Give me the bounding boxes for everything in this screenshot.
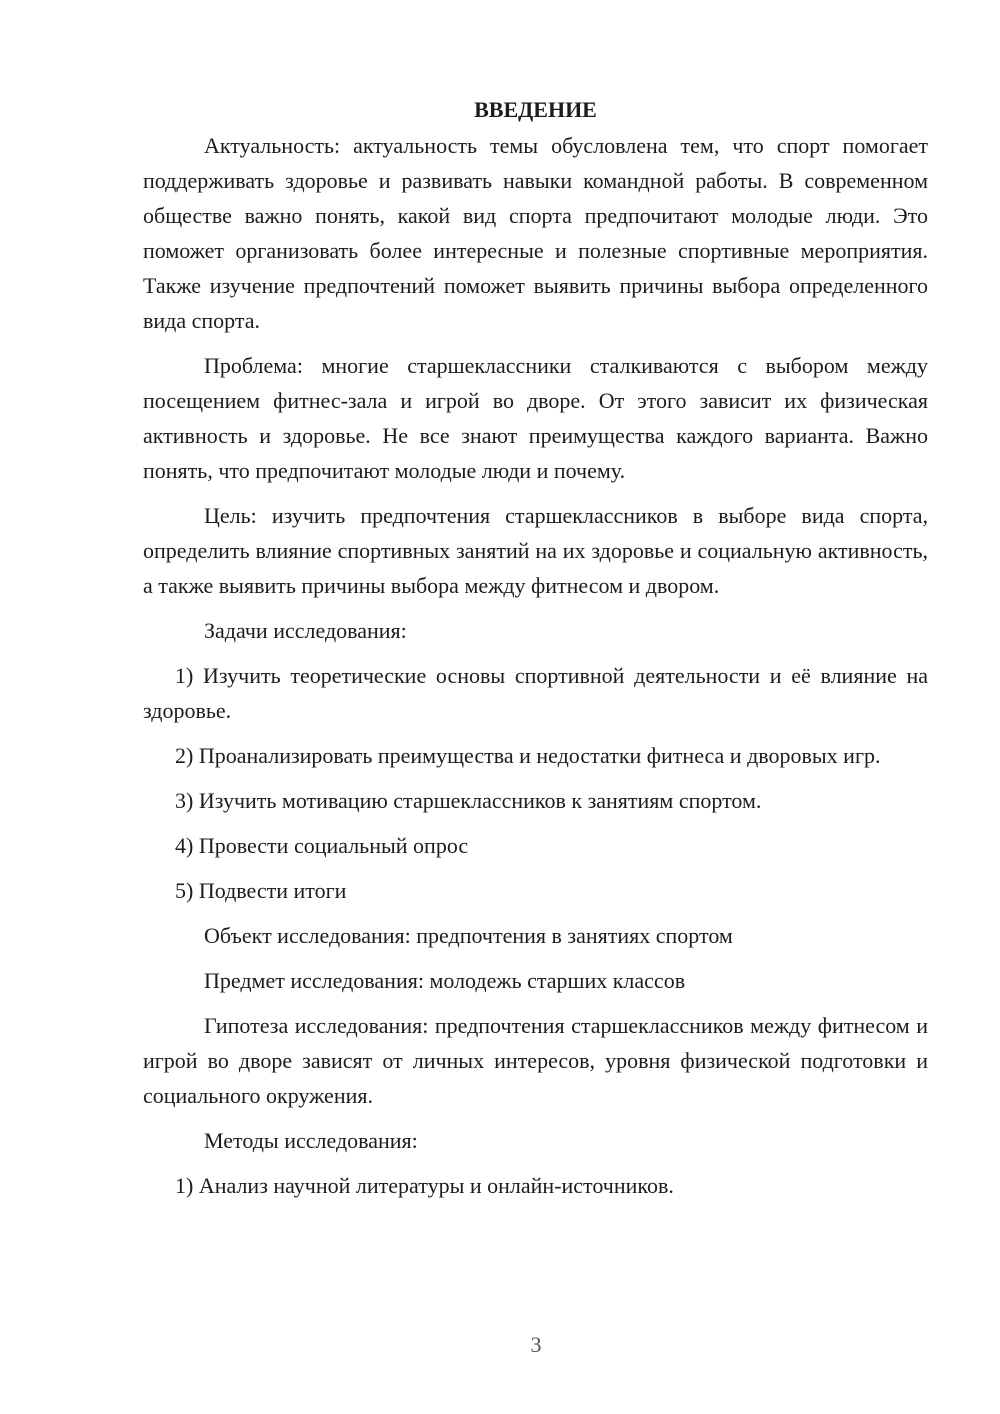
goal-paragraph: Цель: изучить предпочтения старшеклассников в выборе вида спорта, определить влияние спортивных занятий на их здоровье и социальную активность, а также выявить причины выбора между фитнесом и двором. — [143, 503, 928, 598]
task-item: 3) Изучить мотивацию старшеклассников к занятиям спортом. — [175, 788, 762, 813]
section-title: ВВЕДЕНИЕ — [474, 97, 597, 122]
hypothesis-paragraph: Гипотеза исследования: предпочтения старшеклассников между фитнесом и игрой во дворе зависят от личных интересов, уровня физической подготовки и социального окружения. — [143, 1013, 928, 1108]
tasks-heading: Задачи исследования: — [204, 618, 407, 643]
task-item: 1) Изучить теоретические основы спортивной деятельности и её влияние на здоровье. — [143, 663, 928, 723]
document-page — [143, 92, 928, 1213]
methods-heading: Методы исследования: — [204, 1128, 418, 1153]
page-number: 3 — [530, 1332, 542, 1357]
task-item: 4) Провести социальный опрос — [175, 833, 469, 858]
research-subject: Предмет исследования: молодежь старших классов — [204, 968, 686, 993]
relevance-paragraph: Актуальность: актуальность темы обусловлена тем, что спорт помогает поддерживать здоровье и развивать навыки командной работы. В современном обществе важно понять, какой вид спорта предпочитают молодые люди. Это поможет организовать более интересные и полезные спортивные мероприятия. Также изучение предпочтений поможет выявить причины выбора определенного вида спорта. — [143, 133, 928, 333]
method-item: 1) Анализ научной литературы и онлайн-источников. — [175, 1173, 674, 1198]
task-item: 5) Подвести итоги — [175, 878, 347, 903]
research-object: Объект исследования: предпочтения в занятиях спортом — [204, 923, 733, 948]
task-item: 2) Проанализировать преимущества и недостатки фитнеса и дворовых игр. — [175, 743, 881, 768]
problem-paragraph: Проблема: многие старшеклассники сталкиваются с выбором между посещением фитнес-зала и игрой во дворе. От этого зависит их физическая активность и здоровье. Не все знают преимущества каждого варианта. Важно понять, что предпочитают молодые люди и почему. — [143, 353, 928, 483]
